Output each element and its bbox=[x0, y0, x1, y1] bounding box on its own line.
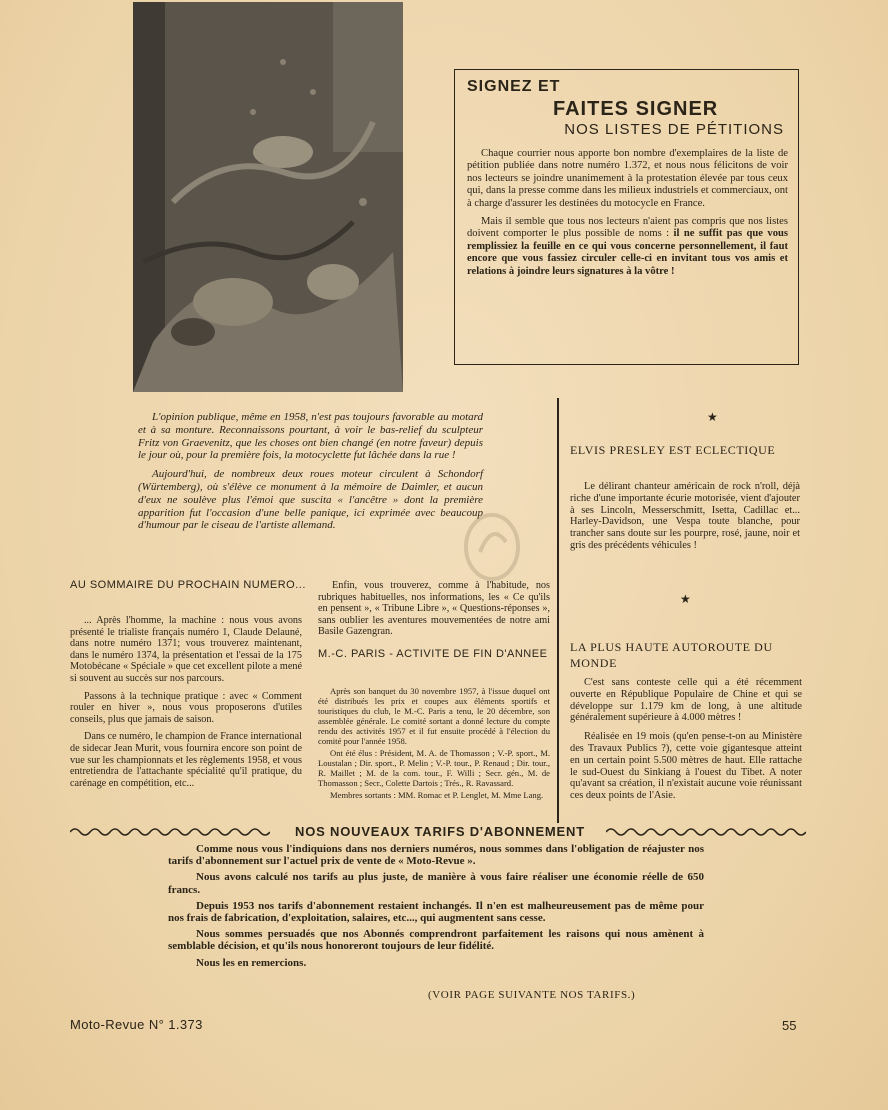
elvis-title: ELVIS PRESLEY EST ECLECTIQUE bbox=[570, 443, 776, 457]
sommaire-paragraph-4: Enfin, vous trouverez, comme à l'habitude, nos rubriques habituelles, nos informations, les « Ce qu'ils en pensent », « Tribune Libre », « Questions-réponses », sans oublier les aventures mouvementées de notre ami Basile Gazengran. bbox=[318, 580, 550, 638]
tarifs-paragraph-3: Depuis 1953 nos tarifs d'abonnement restaient inchangés. Il n'en est malheureusement pas de même pour nos frais de fabrication, d'exploitation, salaires, etc..., qui augmentent sans cesse. bbox=[168, 899, 704, 925]
star-icon: ★ bbox=[707, 410, 718, 424]
tarifs-paragraph-5: Nous les en remercions. bbox=[196, 956, 307, 969]
sommaire-continued bbox=[318, 580, 550, 644]
caption-paragraph-1: L'opinion publique, même en 1958, n'est pas toujours favorable au motard et à sa monture. Reconnaissons pourtant, à voir le bas-relief du sculpteur Fritz von Graevenitz, que les choses ont bien changé (en notre faveur) depuis le jour où, pour la première fois, la motocyclette fut lâchée dans la rue ! bbox=[138, 411, 483, 462]
mc-paris-body bbox=[318, 686, 550, 802]
sommaire-paragraph-3: Dans ce numéro, le champion de France international de sidecar Jean Murit, vous fournira encore son point de vue sur les championnats et les règlements 1958, et vous entretiendra de l'attachante spécialité qu'il pratique, du carénage en compétition, etc... bbox=[70, 731, 302, 789]
petition-title-line2: FAITES SIGNER bbox=[553, 98, 719, 120]
page-number: 55 bbox=[782, 1018, 797, 1033]
tarifs-title: NOS NOUVEAUX TARIFS D'ABONNEMENT bbox=[295, 824, 585, 839]
column-divider bbox=[557, 398, 559, 823]
tarifs-paragraph-4: Nous sommes persuadés que nos Abonnés comprendront parfaitement les raisons qui nous amènent à semblable décision, et qu'ils nous honoreront toujours de leur fidélité. bbox=[168, 928, 704, 953]
bas-relief-photo bbox=[133, 2, 403, 392]
mc-paris-paragraph-3: Membres sortants : MM. Romac et P. Lenglet, M. Mme Lang. bbox=[330, 790, 544, 800]
elvis-paragraph: Le délirant chanteur américain de rock n'roll, déjà riche d'une importante écurie motorisée, vient d'ajouter à ses Lincoln, Messerschmitt, Isetta, Cadillac et... Harley-Davidson, une Vespa toute blanche, pour trancher sans doute sur les pourpre, rosé, jaune, noir et gris des précédents véhicules ! bbox=[570, 481, 800, 551]
mc-paris-title: M.-C. PARIS - ACTIVITE DE FIN D'ANNEE bbox=[318, 648, 548, 660]
sommaire-paragraph-1: ... Après l'homme, la machine : nous vous avons présenté le trialiste français numéro 1, Claude Delauné, dans notre numéro 1371; vous trouverez maintenant, dans le numéro 1374, la présentation et l'essai de la 175 Motobécane « Spéciale » que cet excellent pilote a mené si souvent au succès sur nos parcours. bbox=[70, 615, 302, 684]
tarifs-body bbox=[168, 843, 704, 973]
tarifs-see-next-page: (VOIR PAGE SUIVANTE NOS TARIFS.) bbox=[428, 989, 636, 1001]
watermark-logo bbox=[462, 512, 522, 582]
elvis-body bbox=[570, 481, 800, 559]
autoroute-title: LA PLUS HAUTE AUTOROUTE DU MONDE bbox=[570, 640, 773, 670]
petition-body bbox=[467, 148, 788, 278]
caption-paragraph-2: Aujourd'hui, de nombreux deux roues moteur circulent à Schondorf (Würtemberg), où s'élève ce monument à la mémoire de Daimler, et aucun d'eux ne soulève plus l'émoi que suscita « l'ancêtre » dont la première apparition fut l'occasion d'une belle panique, ici exprimée avec beaucoup d'humour par le ciseau de l'artiste allemand. bbox=[138, 468, 483, 532]
tarifs-paragraph-1: Comme nous vous l'indiquions dans nos derniers numéros, nous sommes dans l'obligation de réajuster nos tarifs d'abonnement sur l'actuel prix de vente de « Moto-Revue ». bbox=[168, 843, 704, 868]
mc-paris-paragraph-2: Ont été élus : Président, M. A. de Thomasson ; V.-P. sport., M. Loustalan ; Dir. sport., P. Melin ; V.-P. tour., P. Renaud ; Dir. tour., R. Maillet ; M. de la com. tour., F. Willi ; Secr. gén., M. de Thomasson ; Secr., Colette Dartois ; Trés., R. Ravassard. bbox=[318, 748, 550, 788]
autoroute-paragraph-1: C'est sans conteste celle qui a été récemment ouverte en République Populaire de Chine et qui se développe sur 1.179 km de long, à une altitude généralement supérieure à 4.000 mètres ! bbox=[570, 677, 802, 724]
sommaire-paragraph-2: Passons à la technique pratique : avec « Comment rouler en hiver », nous vous proposerons d'utiles conseils, plus que jamais de saison. bbox=[70, 690, 302, 725]
autoroute-body bbox=[570, 677, 802, 809]
footer-issue: Moto-Revue N° 1.373 bbox=[70, 1017, 203, 1032]
photo-caption bbox=[138, 411, 483, 538]
petition-title-line1: SIGNEZ ET bbox=[467, 78, 561, 95]
sommaire-title: AU SOMMAIRE DU PROCHAIN NUMERO... bbox=[70, 579, 306, 591]
star-icon: ★ bbox=[680, 592, 691, 606]
sommaire-body bbox=[70, 615, 302, 795]
tarifs-paragraph-2: Nous avons calculé nos tarifs au plus juste, de manière à vous faire réaliser une économie réelle de 650 francs. bbox=[168, 871, 704, 896]
petition-paragraph-2: Mais il semble que tous nos lecteurs n'aient pas compris que nos listes doivent comporter le plus possible de noms : il ne suffit pas que vous remplissiez la feuille en ce qui vous concerne personnellement, il faut encore que vous fassiez circuler celle-ci en invitant tous vos amis et relations à joindre leurs signatures à la vôtre ! bbox=[467, 216, 789, 277]
mc-paris-paragraph-1: Après son banquet du 30 novembre 1957, à l'issue duquel ont été distribués les prix et coupes aux éléments sportifs et touristiques du club, le M.-C. Paris a tenu, le 20 décembre, son assemblée générale. Le comité sortant a donné lecture du compte rendu des activités 1957 et il fut ensuite procédé à l'élection du comité pour l'année 1958. bbox=[318, 686, 550, 746]
petition-box bbox=[454, 69, 799, 365]
petition-paragraph-1: Chaque courrier nous apporte bon nombre d'exemplaires de la liste de pétition publiée dans notre numéro 1.372, et nous nous félicitons de voir nos lecteurs se joindre unanimement à la protestation élevée par tous ceux qui, dans la presse comme dans les milieux industriels et commerciaux, ont à charge d'assurer les destinées du motocycle en France. bbox=[467, 148, 788, 209]
autoroute-paragraph-2: Réalisée en 19 mois (qu'en pense-t-on au Ministère des Travaux Publics ?), cette voie gigantesque atteint en un certain point 5.500 mètres de haut. Elle rattache le sud-Ouest du Sinkiang à l'ouest du Tibet. A noter qu'avant sa création, il n'existait aucune voie réunissant ces deux points de l'Asie. bbox=[570, 731, 802, 802]
petition-title-line3: NOS LISTES DE PÉTITIONS bbox=[564, 121, 784, 138]
